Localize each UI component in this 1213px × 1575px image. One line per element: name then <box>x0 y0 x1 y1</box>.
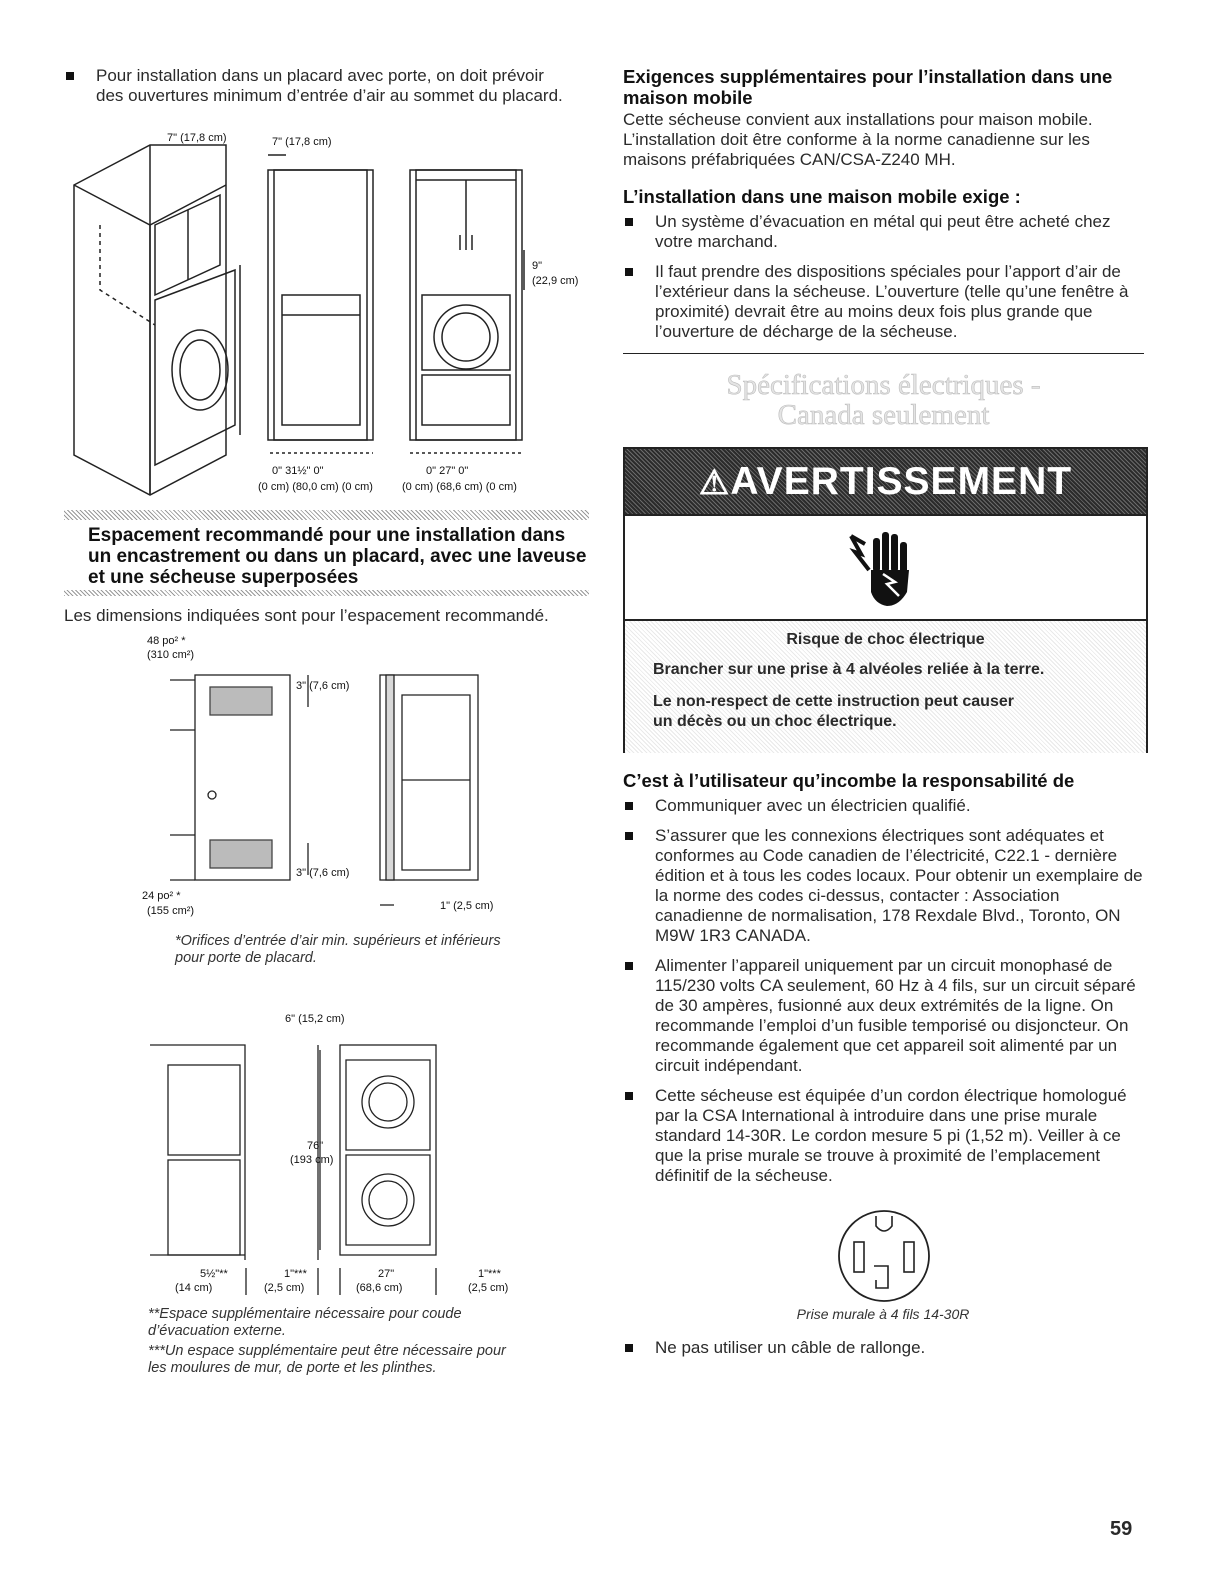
dim-3-cm: (68,6 cm) <box>356 1282 403 1294</box>
dim-stack-height: 76" <box>307 1140 324 1152</box>
dim-top-area: 48 po² * <box>147 635 186 647</box>
outlet-caption: Prise murale à 4 fils 14-30R <box>796 1306 970 1322</box>
mobile-bullet: Il faut prendre des dispositions spéciales pour l’apport d’air de l’extérieur dans la sécheuse. L’ouverture (telle qu’une fenêtre à proximité) devrait être au moins deux fois plus grande que l’ouverture de décharge de la sécheuse. <box>623 262 1143 342</box>
dim-bottom-a: 0" 31½" 0" <box>272 465 324 477</box>
stack-illustration <box>140 1010 560 1310</box>
shock-hand-icon <box>843 524 923 612</box>
dim-bottom-area: 24 po² * <box>142 890 181 902</box>
dim-1-cm: (14 cm) <box>175 1282 213 1294</box>
outlet-14-30r-icon <box>836 1208 932 1304</box>
hatch-rule-bottom <box>64 590 589 596</box>
elec-title-line2: Canada seulement <box>777 399 990 431</box>
fig3-note2: ***Un espace supplémentaire peut être nécessaire pour les moulures de mur, de porte et les plinthes. <box>148 1343 506 1376</box>
intro-list <box>64 66 574 116</box>
bullet-square <box>625 962 633 970</box>
dim-bottom-gap: 3" (7,6 cm) <box>296 867 350 879</box>
last-bullet: Ne pas utiliser un câble de rallonge. <box>623 1338 1143 1358</box>
dim-2-cm: (2,5 cm) <box>264 1282 305 1294</box>
dim-side-cm: (22,9 cm) <box>532 275 579 287</box>
intro-bullet: Pour installation dans un placard avec porte, on doit prévoir des ouvertures minimum d’entrée d’air au sommet du placard. <box>64 66 574 106</box>
mobile-bullets <box>623 212 1143 352</box>
warning-triangle-icon: ⚠ <box>698 464 731 502</box>
fig3-note1: **Espace supplémentaire nécessaire pour coude d’évacuation externe. <box>148 1306 462 1339</box>
warning-text-area <box>625 619 1146 753</box>
dim-bottom-a-cm: (0 cm) (80,0 cm) (0 cm) <box>258 481 373 493</box>
warning-header-text: ⚠AVERTISSEMENT <box>698 460 1073 503</box>
hatch-rule-top <box>64 510 589 520</box>
dim-bottom-b-cm: (0 cm) (68,6 cm) (0 cm) <box>402 481 517 493</box>
dim-side: 9" <box>532 260 543 272</box>
warning-header <box>625 449 1146 516</box>
dim-2: 1"*** <box>284 1268 307 1280</box>
divider <box>623 353 1144 354</box>
section-note: Les dimensions indiquées sont pour l’espacement recommandé. <box>64 606 549 625</box>
door-vent-figure <box>140 635 560 965</box>
dim-1: 5½"** <box>200 1268 228 1280</box>
page-number: 59 <box>1110 1518 1133 1540</box>
dim-stack-top: 6" (15,2 cm) <box>285 1013 345 1025</box>
bullet-square <box>625 832 633 840</box>
dim-3: 27" <box>378 1268 395 1280</box>
elec-title-line1: Spécifications électriques - <box>726 369 1041 401</box>
resp-bullet: Alimenter l’appareil uniquement par un circuit monophasé de 115/230 volts CA seulement, 60 Hz à 4 fils, sur un circuit séparé de 30 ampères, fusionné aux deux extrémités de la ligne. On recommande l’emploi d’un fusible temporisé ou disjoncteur. On recommande également que cet appareil soit alimenté par un circuit indépendant. <box>623 956 1143 1076</box>
closet-figure <box>60 125 600 500</box>
bullet-square <box>625 268 633 276</box>
mobile-heading: Exigences supplémentaires pour l’installation dans une maison mobile <box>623 66 1113 108</box>
warning-box <box>623 447 1148 753</box>
section-heading: Espacement recommandé pour une installation dans un encastrement ou dans un placard, avec une laveuse et une sécheuse superposées <box>88 525 587 588</box>
dim-4: 1"*** <box>478 1268 501 1280</box>
closet-illustration <box>60 125 600 500</box>
stack-figure <box>140 1010 560 1310</box>
mobile-body: Cette sécheuse convient aux installations pour maison mobile. L’installation doit être conforme à la norme canadienne sur les maisons préfabriquées CAN/CSA-Z240 MH. <box>623 110 1093 169</box>
dim-top-b: 7" (17,8 cm) <box>272 136 332 148</box>
dim-top-area-cm: (310 cm²) <box>147 649 195 661</box>
bullet-square <box>625 1344 633 1352</box>
dim-top-a: 7" (17,8 cm) <box>167 132 227 144</box>
bullet-square <box>625 1092 633 1100</box>
warning-line2: Le non-respect de cette instruction peut causer <box>653 693 1014 710</box>
warning-line1: Brancher sur une prise à 4 alvéoles reliée à la terre. <box>653 661 1045 678</box>
dim-side-gap: 1" (2,5 cm) <box>440 900 494 912</box>
resp-bullet: Communiquer avec un électricien qualifié. <box>623 796 1143 816</box>
dim-top-gap: 3" (7,6 cm) <box>296 680 350 692</box>
mobile-bullet: Un système d’évacuation en métal qui peut être acheté chez votre marchand. <box>623 212 1143 252</box>
dim-bottom-area-cm: (155 cm²) <box>147 905 195 917</box>
last-bullets <box>623 1338 1143 1368</box>
door-vent-illustration <box>140 635 560 935</box>
mobile-req-heading: L’installation dans une maison mobile exige : <box>623 186 1021 207</box>
warning-line3: un décès ou un choc électrique. <box>653 713 897 730</box>
bullet-square <box>66 72 74 80</box>
dim-stack-height-cm: (193 cm) <box>290 1154 334 1166</box>
resp-bullet: S’assurer que les connexions électriques sont adéquates et conformes au Code canadien de l’électricité, C22.1 - dernière édition et à tous les codes locaux. Pour obtenir un exemplaire de la norme des codes ci-dessus, contacter : Association canadienne de normalisation, 178 Rexdale Blvd., Toronto, ON M9W 1R3 CANADA. <box>623 826 1143 946</box>
fig2-footnote: *Orifices d’entrée d’air min. supérieurs et inférieurs pour porte de placard. <box>175 933 501 966</box>
resp-bullet: Cette sécheuse est équipée d’un cordon électrique homologué par la CSA International à introduire dans une prise murale standard 14-30R. Le cordon mesure 5 pi (1,52 m). Veiller à ce que la prise murale se trouve à proximité de l’emplacement définitif de la sécheuse. <box>623 1086 1143 1186</box>
resp-heading: C’est à l’utilisateur qu’incombe la responsabilité de <box>623 770 1075 791</box>
bullet-square <box>625 218 633 226</box>
warning-risk: Risque de choc électrique <box>786 631 985 648</box>
bullet-square <box>625 802 633 810</box>
resp-bullets <box>623 796 1143 1196</box>
dim-bottom-b: 0" 27" 0" <box>426 465 469 477</box>
dim-4-cm: (2,5 cm) <box>468 1282 509 1294</box>
